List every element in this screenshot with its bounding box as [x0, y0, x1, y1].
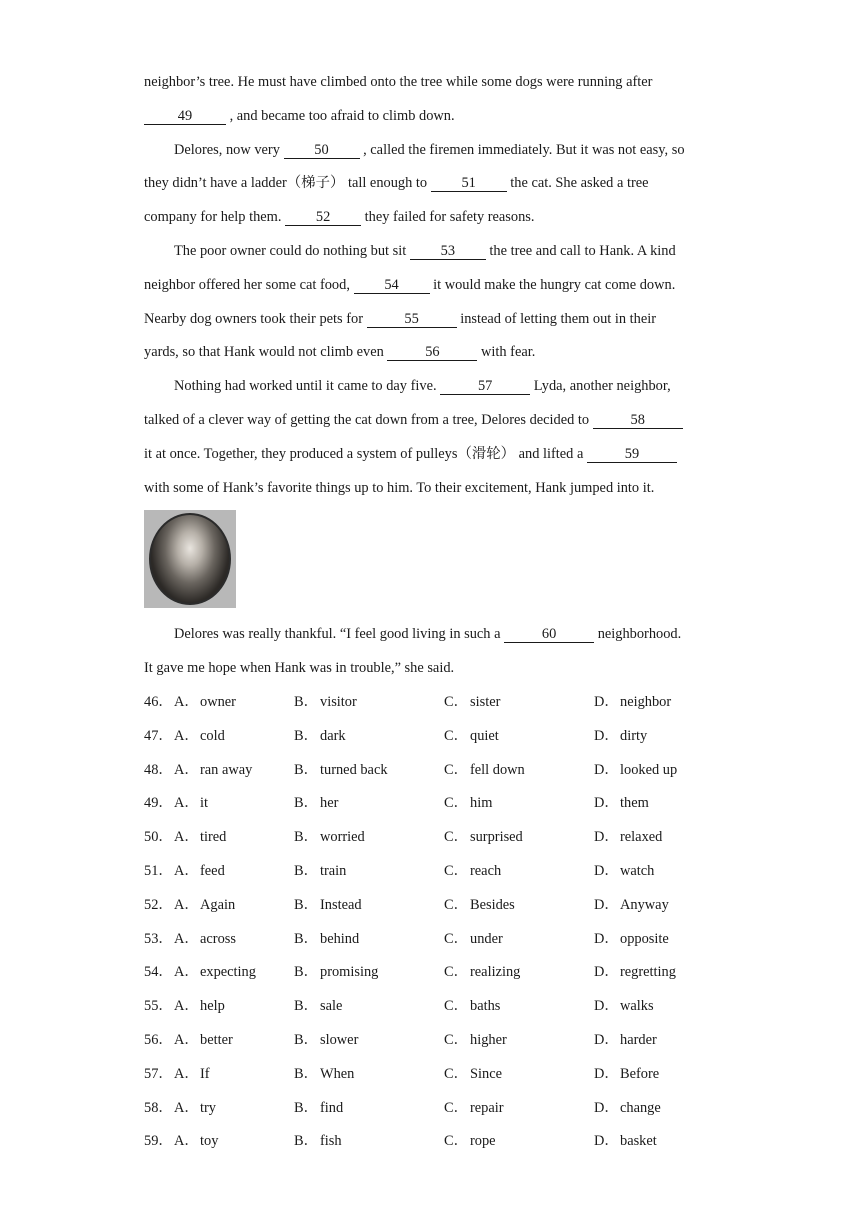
option-d[interactable] [594, 686, 714, 720]
option-letter: D． [594, 1031, 619, 1048]
question-row [144, 754, 714, 788]
option-a[interactable] [174, 1125, 294, 1159]
option-a[interactable] [174, 1092, 294, 1126]
option-text: expecting [200, 964, 256, 981]
blank-56[interactable]: 56 [387, 344, 477, 361]
option-c[interactable] [444, 990, 594, 1024]
question-number: 46． [144, 694, 173, 710]
option-text: fell down [470, 761, 525, 778]
passage-line [144, 404, 714, 438]
option-text: When [320, 1065, 355, 1082]
passage [144, 66, 714, 505]
option-letter: D． [594, 694, 619, 710]
option-letter: D． [594, 862, 619, 879]
option-letter: A． [174, 964, 199, 981]
passage-line [144, 134, 714, 168]
option-text: under [470, 930, 503, 947]
option-text: turned back [320, 761, 388, 778]
option-letter: C． [444, 727, 468, 744]
option-a[interactable] [174, 956, 294, 990]
option-text: neighbor [620, 694, 672, 710]
option-text: dirty [620, 727, 648, 744]
option-text: realizing [470, 964, 521, 981]
text: neighbor offered her some cat food, [144, 276, 354, 293]
text: It gave me hope when Hank was in trouble,” she said. [144, 659, 455, 676]
option-text: cold [200, 727, 225, 744]
option-letter: D． [594, 795, 619, 812]
option-text: worried [320, 829, 365, 846]
option-text: surprised [470, 829, 523, 846]
option-c[interactable] [444, 1092, 594, 1126]
option-text: promising [320, 964, 379, 981]
option-text: relaxed [620, 829, 663, 846]
option-a[interactable] [174, 1058, 294, 1092]
option-letter: C． [444, 1065, 468, 1082]
option-letter: A． [174, 998, 199, 1015]
option-a[interactable] [174, 686, 294, 720]
option-b[interactable] [294, 855, 444, 889]
option-text: toy [200, 1133, 219, 1150]
option-d[interactable] [594, 720, 714, 754]
option-a[interactable] [174, 787, 294, 821]
text: neighborhood. [594, 626, 682, 642]
option-letter: B． [294, 694, 318, 710]
text: they failed for safety reasons. [361, 209, 535, 226]
option-text: Before [620, 1065, 660, 1082]
question-number: 53． [144, 930, 173, 947]
question-number: 59． [144, 1133, 173, 1150]
text: it would make the hungry cat come down. [429, 276, 676, 293]
option-letter: A． [174, 1099, 199, 1116]
question-row [144, 686, 714, 720]
option-letter: B． [294, 896, 318, 913]
option-c[interactable] [444, 855, 594, 889]
option-text: tired [200, 829, 227, 846]
text: , and became too afraid to climb down. [226, 107, 455, 124]
question-row [144, 956, 714, 990]
passage-line [144, 652, 714, 686]
question-number: 51． [144, 862, 173, 879]
option-text: watch [620, 862, 655, 879]
option-b[interactable] [294, 754, 444, 788]
option-d[interactable] [594, 855, 714, 889]
passage-line [144, 336, 714, 370]
question-number: 47． [144, 727, 173, 744]
blank-60[interactable]: 60 [504, 626, 594, 643]
question-number: 49． [144, 795, 173, 812]
option-letter: C． [444, 829, 468, 846]
option-text: Since [470, 1065, 502, 1082]
option-text: ran away [200, 761, 253, 778]
option-letter: C． [444, 862, 468, 879]
option-text: sister [470, 694, 501, 710]
option-letter: A． [174, 862, 199, 879]
blank-54[interactable]: 54 [354, 277, 430, 294]
option-text: walks [620, 998, 654, 1015]
option-letter: A． [174, 896, 199, 913]
option-text: visitor [320, 694, 357, 710]
text: they didn’t have a ladder（梯子） tall enough to [144, 175, 431, 192]
option-letter: D． [594, 761, 619, 778]
option-c[interactable] [444, 889, 594, 923]
option-text: her [320, 795, 339, 812]
question-row [144, 821, 714, 855]
text: company for help them. [144, 209, 286, 226]
question-row [144, 787, 714, 821]
option-letter: D． [594, 964, 619, 981]
option-text: quiet [470, 727, 499, 744]
option-letter: B． [294, 761, 318, 778]
option-d[interactable] [594, 787, 714, 821]
text: with some of Hank’s favorite things up to him. To their excitement, Hank jumped into it. [144, 479, 655, 496]
option-text: change [620, 1099, 661, 1116]
option-letter: C． [444, 998, 468, 1015]
option-letter: B． [294, 998, 318, 1015]
option-text: dark [320, 727, 346, 744]
text: , called the firemen immediately. But it was not easy, so [359, 141, 685, 158]
text: neighbor’s tree. He must have climbed onto the tree while some dogs were running after [144, 74, 653, 90]
option-a[interactable] [174, 754, 294, 788]
text: Nothing had worked until it came to day five. [174, 378, 441, 395]
option-c[interactable] [444, 1125, 594, 1159]
text: the cat. She asked a tree [506, 175, 649, 192]
option-b[interactable] [294, 1092, 444, 1126]
blank-58[interactable]: 58 [593, 412, 683, 429]
option-a[interactable] [174, 923, 294, 957]
passage-line [144, 167, 714, 201]
option-text: higher [470, 1031, 507, 1048]
question-number: 56． [144, 1031, 173, 1048]
option-text: behind [320, 930, 360, 947]
text: talked of a clever way of getting the cat down from a tree, Delores decided to [144, 411, 593, 428]
blank-50[interactable]: 50 [284, 142, 360, 159]
option-b[interactable] [294, 720, 444, 754]
option-text: help [200, 998, 225, 1015]
option-b[interactable] [294, 821, 444, 855]
blank-55[interactable]: 55 [367, 311, 457, 328]
text: Lyda, another neighbor, [530, 378, 671, 395]
option-letter: A． [174, 1133, 199, 1150]
option-text: Besides [470, 896, 515, 913]
option-letter: A． [174, 1031, 199, 1048]
option-a[interactable] [174, 1024, 294, 1058]
option-text: If [200, 1065, 210, 1082]
option-text: it [200, 795, 208, 812]
blank-53[interactable]: 53 [410, 243, 486, 260]
option-c[interactable] [444, 923, 594, 957]
option-text: baths [470, 998, 501, 1015]
option-a[interactable] [174, 889, 294, 923]
blank-51[interactable]: 51 [431, 175, 507, 192]
option-text: repair [470, 1099, 504, 1116]
passage-line [144, 618, 714, 652]
passage-closing [144, 618, 714, 686]
option-text: better [200, 1031, 233, 1048]
option-a[interactable] [174, 821, 294, 855]
option-text: Again [200, 896, 236, 913]
option-c[interactable] [444, 754, 594, 788]
option-text: him [470, 795, 493, 812]
question-number: 50． [144, 829, 173, 846]
option-text: try [200, 1099, 216, 1116]
option-b[interactable] [294, 889, 444, 923]
option-text: train [320, 862, 347, 879]
option-text: rope [470, 1133, 496, 1150]
option-letter: D． [594, 1099, 619, 1116]
option-text: Anyway [620, 896, 669, 913]
blank-49[interactable]: 49 [144, 108, 226, 125]
option-letter: D． [594, 1065, 619, 1082]
question-number: 48． [144, 761, 173, 778]
option-d[interactable] [594, 1125, 714, 1159]
option-b[interactable] [294, 990, 444, 1024]
text: Delores, now very [174, 141, 284, 158]
passage-line [144, 303, 714, 337]
option-text: them [620, 795, 649, 812]
option-letter: A． [174, 694, 199, 710]
option-letter: A． [174, 930, 199, 947]
passage-line [144, 235, 714, 269]
option-text: fish [320, 1133, 342, 1150]
option-letter: B． [294, 829, 318, 846]
photo-portrait [149, 513, 231, 605]
option-b[interactable] [294, 956, 444, 990]
text: Delores was really thankful. “I feel good living in such a [174, 626, 505, 642]
option-a[interactable] [174, 990, 294, 1024]
option-letter: B． [294, 964, 318, 981]
question-row [144, 1092, 714, 1126]
text: with fear. [477, 344, 536, 361]
option-letter: B． [294, 727, 318, 744]
blank-59[interactable]: 59 [587, 446, 677, 463]
option-d[interactable] [594, 990, 714, 1024]
option-letter: D． [594, 829, 619, 846]
text: the tree and call to Hank. A kind [485, 242, 676, 259]
passage-line [144, 370, 714, 404]
passage-line [144, 269, 714, 303]
cat-photo [144, 510, 236, 608]
question-number: 52． [144, 896, 173, 913]
option-text: reach [470, 862, 502, 879]
option-letter: B． [294, 1133, 318, 1150]
text: The poor owner could do nothing but sit [174, 242, 410, 259]
option-b[interactable] [294, 787, 444, 821]
blank-57[interactable]: 57 [440, 378, 530, 395]
option-d[interactable] [594, 956, 714, 990]
option-letter: B． [294, 862, 318, 879]
option-letter: A． [174, 1065, 199, 1082]
option-d[interactable] [594, 821, 714, 855]
option-text: harder [620, 1031, 657, 1048]
option-letter: D． [594, 1133, 619, 1150]
option-letter: B． [294, 930, 318, 947]
question-number: 54． [144, 964, 173, 981]
option-b[interactable] [294, 1024, 444, 1058]
option-d[interactable] [594, 1058, 714, 1092]
option-letter: A． [174, 727, 199, 744]
option-letter: B． [294, 795, 318, 812]
question-number: 58． [144, 1099, 173, 1116]
option-letter: C． [444, 761, 468, 778]
question-number: 55． [144, 998, 173, 1015]
option-text: opposite [620, 930, 669, 947]
option-b[interactable] [294, 686, 444, 720]
option-c[interactable] [444, 1024, 594, 1058]
question-row [144, 855, 714, 889]
option-letter: C． [444, 896, 468, 913]
option-letter: B． [294, 1065, 318, 1082]
text: yards, so that Hank would not climb even [144, 344, 388, 361]
option-c[interactable] [444, 686, 594, 720]
option-d[interactable] [594, 754, 714, 788]
option-text: slower [320, 1031, 359, 1048]
option-letter: D． [594, 930, 619, 947]
option-letter: C． [444, 964, 468, 981]
option-c[interactable] [444, 787, 594, 821]
option-c[interactable] [444, 1058, 594, 1092]
passage-line [144, 472, 714, 506]
option-letter: C． [444, 795, 468, 812]
option-letter: A． [174, 795, 199, 812]
option-letter: C． [444, 694, 468, 710]
question-row [144, 990, 714, 1024]
option-letter: D． [594, 998, 619, 1015]
option-letter: B． [294, 1031, 318, 1048]
text: instead of letting them out in their [456, 310, 657, 327]
option-d[interactable] [594, 889, 714, 923]
question-row [144, 923, 714, 957]
option-letter: A． [174, 829, 199, 846]
question-row [144, 1024, 714, 1058]
question-row [144, 1125, 714, 1159]
option-text: Instead [320, 896, 362, 913]
text: it at once. Together, they produced a system of pulleys（滑轮） and lifted a [144, 445, 587, 462]
option-d[interactable] [594, 1024, 714, 1058]
option-a[interactable] [174, 855, 294, 889]
option-c[interactable] [444, 821, 594, 855]
option-text: regretting [620, 964, 676, 981]
option-letter: C． [444, 1133, 468, 1150]
option-d[interactable] [594, 923, 714, 957]
option-letter: B． [294, 1099, 318, 1116]
option-letter: C． [444, 1099, 468, 1116]
question-options [144, 686, 714, 1159]
option-c[interactable] [444, 956, 594, 990]
question-row [144, 1058, 714, 1092]
option-c[interactable] [444, 720, 594, 754]
text: Nearby dog owners took their pets for [144, 310, 367, 327]
passage-line [144, 438, 714, 472]
passage-line [144, 201, 714, 235]
option-letter: D． [594, 727, 619, 744]
option-text: feed [200, 862, 225, 879]
option-text: sale [320, 998, 343, 1015]
question-row [144, 720, 714, 754]
passage-line [144, 100, 714, 134]
option-a[interactable] [174, 720, 294, 754]
option-letter: A． [174, 761, 199, 778]
option-d[interactable] [594, 1092, 714, 1126]
passage-line [144, 66, 714, 100]
option-text: find [320, 1099, 344, 1116]
blank-52[interactable]: 52 [285, 209, 361, 226]
question-row [144, 889, 714, 923]
option-text: looked up [620, 761, 678, 778]
option-letter: C． [444, 1031, 468, 1048]
option-letter: C． [444, 930, 468, 947]
option-text: across [200, 930, 236, 947]
question-number: 57． [144, 1065, 173, 1082]
option-b[interactable] [294, 923, 444, 957]
option-text: owner [200, 694, 236, 710]
option-text: basket [620, 1133, 657, 1150]
option-b[interactable] [294, 1125, 444, 1159]
option-letter: D． [594, 896, 619, 913]
option-b[interactable] [294, 1058, 444, 1092]
